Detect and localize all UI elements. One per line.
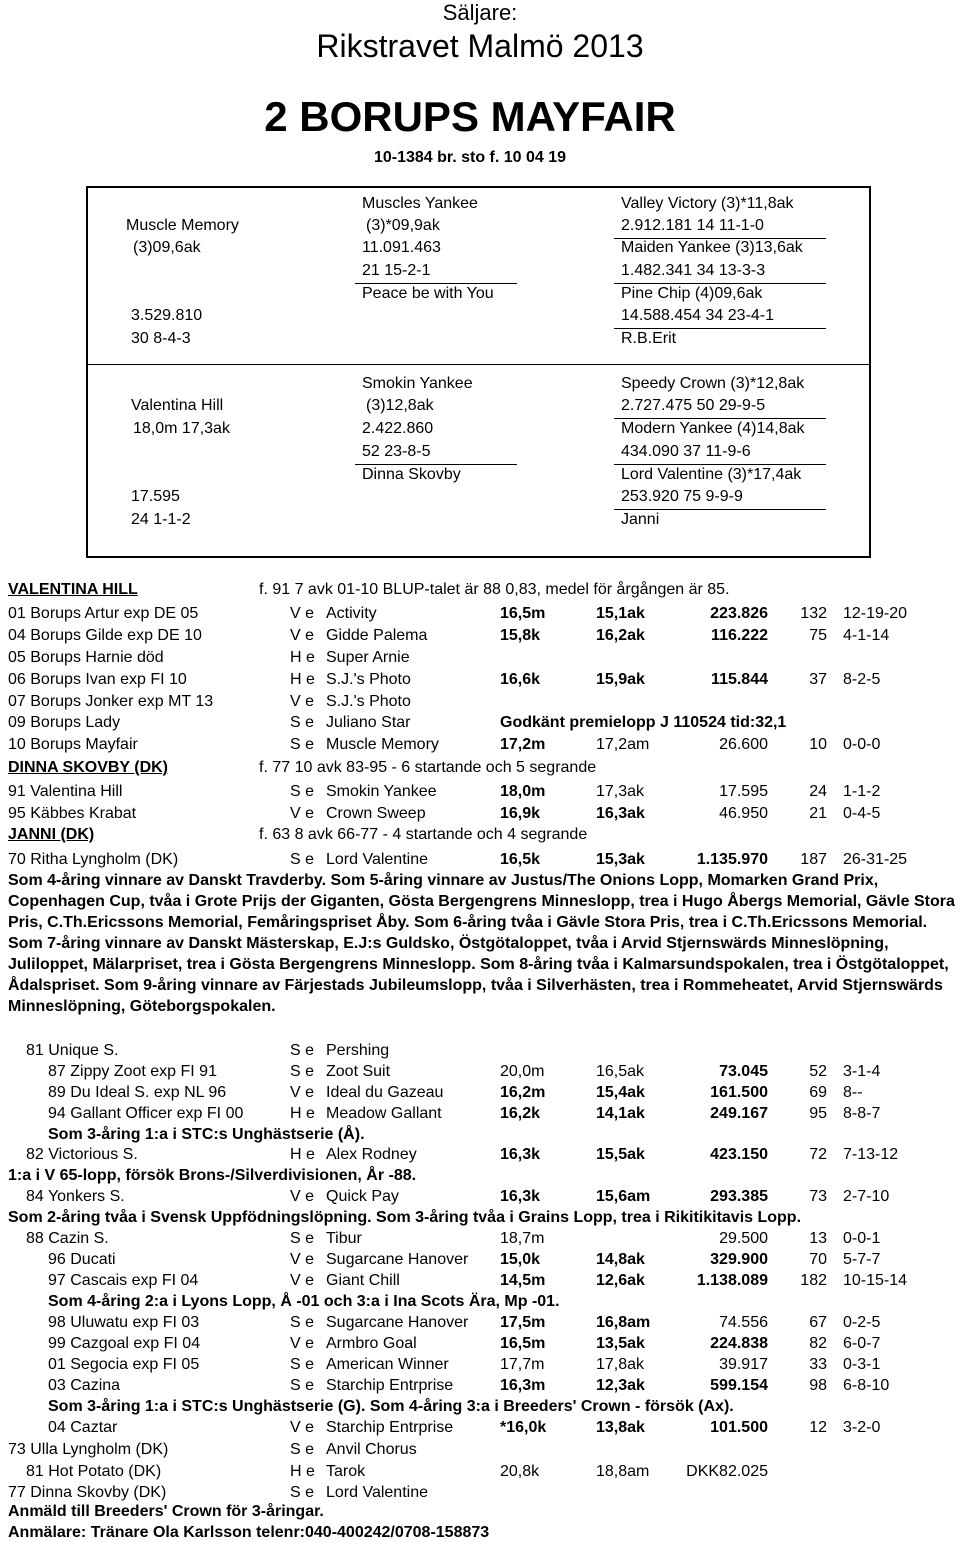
results: 3-1-4	[843, 1063, 881, 1080]
ddd-name: Janni	[621, 511, 660, 528]
dam-name: Valentina Hill	[131, 397, 224, 414]
record-1: 16,2m	[500, 1084, 546, 1101]
earnings: 39.917	[719, 1356, 768, 1373]
table-row	[0, 1040, 960, 1061]
horse-name: 77 Dinna Skovby (DK)	[8, 1484, 167, 1501]
record-2: 16,8am	[596, 1314, 651, 1331]
dam-record: 18,0m 17,3ak	[133, 420, 230, 437]
record-1: 18,0m	[500, 783, 546, 800]
table-row	[0, 1312, 960, 1333]
section-title-janni: JANNI (DK)	[8, 826, 95, 843]
earnings: 101.500	[710, 1419, 768, 1436]
sire-starts: 30 8-4-3	[131, 330, 191, 347]
horse-name: 96 Ducati	[48, 1251, 116, 1268]
sire-name: Super Arnie	[326, 649, 410, 666]
sire-name: Gidde Palema	[326, 627, 428, 644]
event-title: Rikstravet Malmö 2013	[316, 28, 644, 64]
record-1: 20,0m	[500, 1063, 545, 1080]
horse-name: 81 Unique S.	[26, 1042, 119, 1059]
sire-name: Sugarcane Hanover	[326, 1314, 469, 1331]
sex-label: H e	[290, 1105, 315, 1122]
starts: 95	[809, 1105, 827, 1122]
table-row	[0, 1461, 960, 1482]
horse-name: 87 Zippy Zoot exp FI 91	[48, 1063, 217, 1080]
sire-name: Crown Sweep	[326, 805, 426, 822]
earnings: 249.167	[710, 1105, 768, 1122]
earnings: 224.838	[710, 1335, 768, 1352]
table-row	[0, 1417, 960, 1438]
table-row	[0, 1482, 960, 1503]
divider	[614, 283, 826, 284]
table-row	[0, 1061, 960, 1082]
record-1: 16,3m	[500, 1377, 546, 1394]
horse-name: 91 Valentina Hill	[8, 783, 123, 800]
earnings: 1.138.089	[696, 1272, 768, 1289]
sex-label: V e	[290, 693, 315, 710]
sex-label: V e	[290, 1251, 315, 1268]
horse-name: 73 Ulla Lyngholm (DK)	[8, 1441, 169, 1458]
sex-label: V e	[290, 805, 315, 822]
starts: 12	[809, 1419, 827, 1436]
record-1: 16,5m	[500, 1335, 546, 1352]
sex-label: S e	[290, 783, 315, 800]
sire-sire-earnings: 11.091.463	[362, 239, 441, 256]
sex-label: S e	[290, 1063, 315, 1080]
record-1: Godkänt premielopp J 110524 tid:32,1	[500, 714, 787, 731]
record-2: 13,5ak	[596, 1335, 645, 1352]
earnings: 116.222	[711, 627, 768, 644]
dsd-name: Modern Yankee (4)14,8ak	[621, 420, 805, 437]
divider	[614, 328, 826, 329]
sire-name: Quick Pay	[326, 1188, 399, 1205]
dam-sire-name: Smokin Yankee	[362, 375, 473, 392]
horse-name: 84 Yonkers S.	[26, 1188, 125, 1205]
sire-name: Giant Chill	[326, 1272, 400, 1289]
sire-dam-name: Peace be with You	[362, 285, 494, 302]
dss-name: Speedy Crown (3)*12,8ak	[621, 375, 805, 392]
race-note: Som 4-åring 2:a i Lyons Lopp, Å -01 och 3:a i Ina Scots Ära, Mp -01.	[48, 1293, 560, 1310]
sex-label: H e	[290, 1146, 315, 1163]
results: 1-1-2	[843, 783, 881, 800]
table-row	[0, 647, 960, 668]
sire-name: Meadow Gallant	[326, 1105, 442, 1122]
table-row	[0, 1439, 960, 1460]
sex-label: S e	[290, 1356, 315, 1373]
sire-name: Alex Rodney	[326, 1146, 417, 1163]
sire-sire-name: Muscles Yankee	[362, 195, 478, 212]
dss-stats: 2.727.475 50 29-9-5	[621, 397, 766, 414]
seller-label: Säljare:	[442, 0, 518, 25]
starts: 187	[800, 851, 827, 868]
starts: 13	[809, 1230, 827, 1247]
sire-name: Pershing	[326, 1042, 390, 1059]
dsd-stats: 434.090 37 11-9-6	[621, 443, 751, 460]
results: 8-2-5	[843, 671, 881, 688]
results: 3-2-0	[843, 1419, 881, 1436]
sdd-name: R.B.Erit	[621, 330, 677, 347]
table-row	[0, 669, 960, 690]
earnings: 161.500	[710, 1084, 768, 1101]
sex-label: V e	[290, 1188, 315, 1205]
starts: 69	[809, 1084, 827, 1101]
sex-label: S e	[290, 1441, 315, 1458]
table-row	[0, 1186, 960, 1207]
ritha-race-record: Som 4-åring vinnare av Danskt Travderby. Som 5-åring vinnare av Justus/The Onions Lopp, Momarken Grand Prix, Copenhagen Cup, tvåa i Grote Prijs der Giganten, Gösta Bergengrens Minneslopp, trea i Hugo Åbergs Memorial, Gävle Stora Pris, C.Th.Ericssons Memorial, Femåringspriset Åby. Som 6-åring tvåa i Gävle Stora Pris, trea i C.Th.Ericssons Memorial. Som 7-åring vinnare av Danskt Mästerskap, E.J:s Guldsko, Östgötaloppet, tvåa i Arvid Stjernswärds Minneslöpning, Juliloppet, Mälarpriset, trea i Gösta Bergengrens Minneslopp. Som 8-åring tvåa i Kalmarsundspokalen, trea i Östgötaloppet, Ådalspriset. Som 9-åring vinnare av Färjestads Jubileumslopp, tvåa i Silverhästen, trea i Rommeheatet, Arvid Stjernswärds Minneslöpning, Göteborgspokalen.	[8, 872, 955, 1015]
sss-name: Valley Victory (3)*11,8ak	[621, 195, 794, 212]
starts: 98	[809, 1377, 827, 1394]
sire-name: Sugarcane Hanover	[326, 1251, 469, 1268]
sex-label: H e	[290, 1463, 315, 1480]
sire-name: Activity	[326, 605, 377, 622]
results: 10-15-14	[843, 1272, 908, 1289]
divider	[614, 418, 826, 419]
earnings: 1.135.970	[696, 851, 768, 868]
earnings: 17.595	[719, 783, 768, 800]
record-1: 17,7m	[500, 1356, 545, 1373]
sex-label: V e	[290, 605, 315, 622]
horse-name: 06 Borups Ivan exp FI 10	[8, 671, 187, 688]
dds-stats: 253.920 75 9-9-9	[621, 488, 743, 505]
record-1: 20,8k	[500, 1463, 540, 1480]
starts: 73	[809, 1188, 827, 1205]
sire-name: Lord Valentine	[326, 851, 428, 868]
table-row	[0, 603, 960, 624]
sire-name: Smokin Yankee	[326, 783, 437, 800]
sex-label: S e	[290, 851, 315, 868]
footer-note-registrant: Anmälare: Tränare Ola Karlsson telenr:040-400242/0708-158873	[8, 1524, 490, 1541]
results: 4-1-14	[843, 627, 890, 644]
section-note-dinna: f. 77 10 avk 83-95 - 6 startande och 5 segrande	[259, 759, 597, 776]
record-1: 16,9k	[500, 805, 541, 822]
sire-name: American Winner	[326, 1356, 449, 1373]
sire-name: Lord Valentine	[326, 1484, 428, 1501]
results: 26-31-25	[843, 851, 908, 868]
record-2: 16,5ak	[596, 1063, 645, 1080]
sire-name: Tarok	[326, 1463, 366, 1480]
sex-label: S e	[290, 1042, 315, 1059]
dam-earnings: 17.595	[131, 488, 180, 505]
divider	[614, 509, 826, 510]
earnings: DKK82.025	[686, 1463, 768, 1480]
table-row	[0, 1228, 960, 1249]
earnings: 46.950	[719, 805, 768, 822]
record-2: 14,8ak	[596, 1251, 645, 1268]
horse-name: 98 Uluwatu exp FI 03	[48, 1314, 200, 1331]
divider	[614, 464, 826, 465]
results: 7-13-12	[843, 1146, 899, 1163]
dam-sire-record: (3)12,8ak	[366, 397, 434, 414]
horse-name: 04 Borups Gilde exp DE 10	[8, 627, 202, 644]
record-1: 17,2m	[500, 736, 546, 753]
sds-stats: 14.588.454 34 23-4-1	[621, 307, 775, 324]
starts: 52	[809, 1063, 827, 1080]
earnings: 223.826	[710, 605, 768, 622]
record-1: 16,3k	[500, 1146, 541, 1163]
table-row	[0, 1354, 960, 1375]
horse-name: 82 Victorious S.	[26, 1146, 138, 1163]
starts: 72	[809, 1146, 827, 1163]
sire-name: Muscle Memory	[326, 736, 439, 753]
table-row	[0, 849, 960, 870]
divider	[88, 364, 869, 365]
table-row	[0, 734, 960, 755]
results: 0-2-5	[843, 1314, 881, 1331]
sex-label: V e	[290, 627, 315, 644]
sire-name: Tibur	[326, 1230, 362, 1247]
table-row	[0, 625, 960, 646]
table-row	[0, 1270, 960, 1291]
table-row	[0, 712, 960, 733]
earnings: 599.154	[710, 1377, 768, 1394]
record-2: 15,6am	[596, 1188, 651, 1205]
earnings: 293.385	[710, 1188, 768, 1205]
record-1: 16,3k	[500, 1188, 541, 1205]
results: 5-7-7	[843, 1251, 881, 1268]
sex-label: S e	[290, 736, 315, 753]
horse-name: 95 Käbbes Krabat	[8, 805, 137, 822]
results: 0-0-0	[843, 736, 881, 753]
record-1: 16,2k	[500, 1105, 541, 1122]
horse-name: 05 Borups Harnie död	[8, 649, 164, 666]
earnings: 115.844	[711, 671, 768, 688]
sire-earnings: 3.529.810	[131, 307, 203, 324]
results: 0-0-1	[843, 1230, 881, 1247]
sex-label: H e	[290, 671, 315, 688]
sex-label: S e	[290, 1484, 315, 1501]
horse-name: 09 Borups Lady	[8, 714, 121, 731]
horse-name: 97 Cascais exp FI 04	[48, 1272, 199, 1289]
earnings: 73.045	[719, 1063, 768, 1080]
starts: 75	[809, 627, 827, 644]
dam-sire-earnings: 2.422.860	[362, 420, 434, 437]
section-title-valentina: VALENTINA HILL	[8, 581, 138, 598]
horse-name: 07 Borups Jonker exp MT 13	[8, 693, 214, 710]
race-note: Som 3-åring 1:a i STC:s Unghästserie (Å).	[48, 1126, 365, 1143]
record-2: 13,8ak	[596, 1419, 645, 1436]
sex-label: H e	[290, 649, 315, 666]
record-2: 17,8ak	[596, 1356, 645, 1373]
record-2: 15,1ak	[596, 605, 645, 622]
record-2: 16,2ak	[596, 627, 645, 644]
table-row	[0, 1144, 960, 1165]
horse-name: 01 Segocia exp FI 05	[48, 1356, 200, 1373]
section-title-dinna: DINNA SKOVBY (DK)	[8, 759, 169, 776]
sire-name: S.J.'s Photo	[326, 671, 411, 688]
sire-name: Muscle Memory	[126, 217, 239, 234]
section-note-janni: f. 63 8 avk 66-77 - 4 startande och 4 segrande	[259, 826, 588, 843]
sex-label: S e	[290, 1230, 315, 1247]
starts: 70	[809, 1251, 827, 1268]
table-row	[0, 691, 960, 712]
record-2: 15,4ak	[596, 1084, 645, 1101]
starts: 10	[809, 736, 827, 753]
record-2: 16,3ak	[596, 805, 645, 822]
starts: 82	[809, 1335, 827, 1352]
record-1: 15,0k	[500, 1251, 541, 1268]
table-row	[0, 803, 960, 824]
sex-label: V e	[290, 1419, 315, 1436]
sss-stats: 2.912.181 14 11-1-0	[621, 217, 764, 234]
sire-name: Ideal du Gazeau	[326, 1084, 444, 1101]
horse-name: 89 Du Ideal S. exp NL 96	[48, 1084, 227, 1101]
results: 8-8-7	[843, 1105, 881, 1122]
record-1: *16,0k	[500, 1419, 547, 1436]
record-2: 15,3ak	[596, 851, 645, 868]
horse-name: 70 Ritha Lyngholm (DK)	[8, 851, 179, 868]
record-2: 15,9ak	[596, 671, 645, 688]
dam-starts: 24 1-1-2	[131, 511, 191, 528]
section-note-valentina: f. 91 7 avk 01-10 BLUP-talet är 88 0,83, medel för årgången är 85.	[259, 581, 730, 598]
record-2: 17,2am	[596, 736, 650, 753]
record-1: 15,8k	[500, 627, 541, 644]
record-1: 16,5m	[500, 605, 546, 622]
record-2: 17,3ak	[596, 783, 645, 800]
record-1: 16,5k	[500, 851, 541, 868]
horse-name: 88 Cazin S.	[26, 1230, 109, 1247]
earnings: 329.900	[710, 1251, 768, 1268]
record-1: 14,5m	[500, 1272, 546, 1289]
sire-sire-starts: 21 15-2-1	[362, 262, 431, 279]
horse-name: 99 Cazgoal exp FI 04	[48, 1335, 201, 1352]
sex-label: S e	[290, 1377, 315, 1394]
sire-record: (3)09,6ak	[133, 239, 201, 256]
record-2: 12,3ak	[596, 1377, 645, 1394]
sire-name: Juliano Star	[326, 714, 411, 731]
sire-name: Armbro Goal	[326, 1335, 417, 1352]
record-1: 18,7m	[500, 1230, 545, 1247]
starts: 132	[800, 605, 827, 622]
starts: 182	[800, 1272, 827, 1289]
horse-name: 10 Borups Mayfair	[8, 736, 138, 753]
earnings: 423.150	[710, 1146, 768, 1163]
horse-name: 81 Hot Potato (DK)	[26, 1463, 162, 1480]
horse-name: 94 Gallant Officer exp FI 00	[48, 1105, 244, 1122]
sire-sire-record: (3)*09,9ak	[366, 217, 440, 234]
sex-label: V e	[290, 1084, 315, 1101]
record-2: 18,8am	[596, 1463, 650, 1480]
table-row	[0, 1103, 960, 1124]
table-row	[0, 1333, 960, 1354]
table-row	[0, 1082, 960, 1103]
table-row	[0, 1249, 960, 1270]
ssd-name: Maiden Yankee (3)13,6ak	[621, 239, 803, 256]
race-note: Som 3-åring 1:a i STC:s Unghästserie (G). Som 4-åring 3:a i Breeders' Crown - försök (Ax).	[48, 1398, 734, 1415]
sex-label: S e	[290, 1314, 315, 1331]
race-note: Som 2-åring tvåa i Svensk Uppfödningslöpning. Som 3-åring tvåa i Grains Lopp, trea i Rikitikitavis Lopp.	[8, 1209, 802, 1226]
sds-name: Pine Chip (4)09,6ak	[621, 285, 763, 302]
table-row	[0, 781, 960, 802]
dam-sire-starts: 52 23-8-5	[362, 443, 431, 460]
record-2: 12,6ak	[596, 1272, 645, 1289]
horse-title: 2 BORUPS MAYFAIR	[264, 93, 676, 140]
record-2: 14,1ak	[596, 1105, 645, 1122]
sex-label: V e	[290, 1272, 315, 1289]
horse-name: 01 Borups Artur exp DE 05	[8, 605, 199, 622]
divider	[355, 283, 517, 284]
horse-name: 03 Cazina	[48, 1377, 121, 1394]
starts: 24	[809, 783, 827, 800]
birth-info: 10-1384 br. sto f. 10 04 19	[373, 149, 567, 166]
sex-label: V e	[290, 1335, 315, 1352]
starts: 67	[809, 1314, 827, 1331]
race-note: 1:a i V 65-lopp, försök Brons-/Silverdivisionen, År -88.	[8, 1167, 417, 1184]
dds-name: Lord Valentine (3)*17,4ak	[621, 466, 802, 483]
results: 8--	[843, 1084, 863, 1101]
record-1: 17,5m	[500, 1314, 546, 1331]
sire-name: Zoot Suit	[326, 1063, 391, 1080]
divider	[355, 464, 517, 465]
starts: 37	[809, 671, 827, 688]
horse-name: 04 Caztar	[48, 1419, 118, 1436]
record-1: 16,6k	[500, 671, 541, 688]
results: 6-0-7	[843, 1335, 881, 1352]
footer-note-breeders: Anmäld till Breeders' Crown för 3-åringar.	[8, 1503, 324, 1520]
record-2: 15,5ak	[596, 1146, 645, 1163]
sire-name: S.J.'s Photo	[326, 693, 411, 710]
results: 0-4-5	[843, 805, 881, 822]
earnings: 74.556	[719, 1314, 768, 1331]
table-row	[0, 1375, 960, 1396]
results: 0-3-1	[843, 1356, 881, 1373]
sire-name: Starchip Entrprise	[326, 1377, 454, 1394]
starts: 33	[809, 1356, 827, 1373]
sire-name: Anvil Chorus	[326, 1441, 417, 1458]
starts: 21	[809, 805, 827, 822]
dam-dam-name: Dinna Skovby	[362, 466, 461, 483]
results: 6-8-10	[843, 1377, 890, 1394]
results: 2-7-10	[843, 1188, 890, 1205]
earnings: 29.500	[719, 1230, 768, 1247]
sire-name: Starchip Entrprise	[326, 1419, 454, 1436]
sex-label: S e	[290, 714, 315, 731]
earnings: 26.600	[719, 736, 768, 753]
ssd-stats: 1.482.341 34 13-3-3	[621, 262, 766, 279]
results: 12-19-20	[843, 605, 908, 622]
